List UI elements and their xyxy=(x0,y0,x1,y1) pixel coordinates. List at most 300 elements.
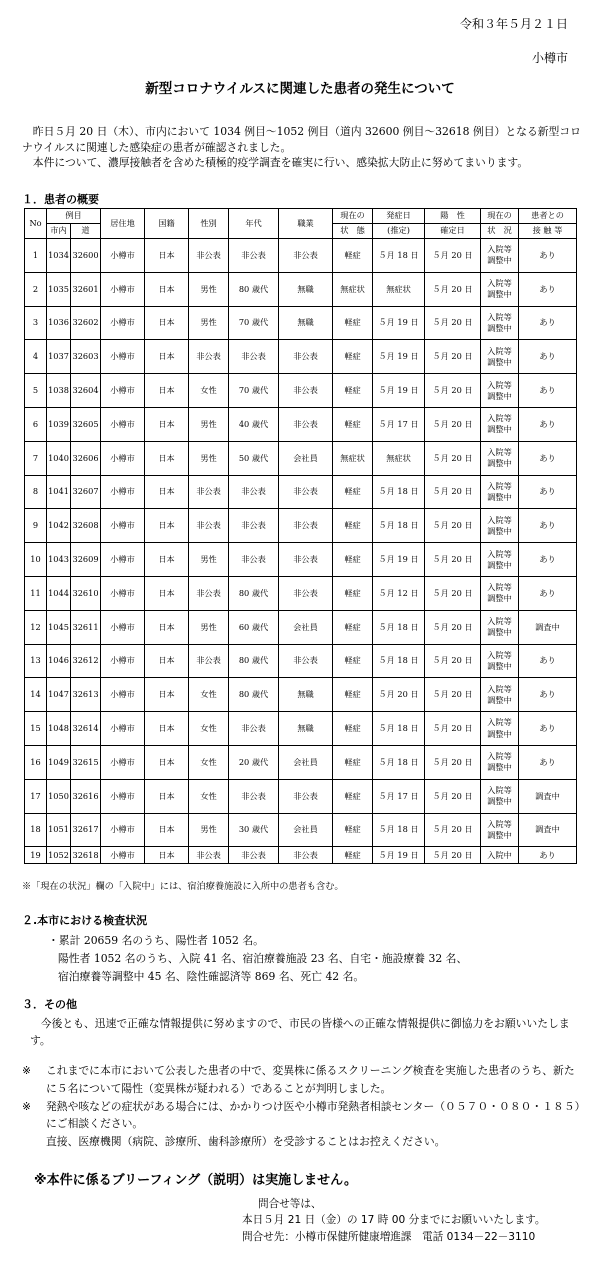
status-line-2: 調整中 xyxy=(487,829,512,840)
current-status xyxy=(481,813,519,847)
status-line-1: 入院等 xyxy=(487,514,512,525)
current-status xyxy=(481,745,519,779)
status-line-2: 調整中 xyxy=(487,322,512,333)
case-city: 1035 xyxy=(47,272,71,306)
current-status xyxy=(481,644,519,678)
occupation: 無職 xyxy=(279,272,333,306)
condition: 軽症 xyxy=(333,239,373,273)
occupation: 非公表 xyxy=(279,543,333,577)
contact-block xyxy=(242,1196,546,1245)
col-condition-1: 現在の xyxy=(333,209,373,224)
sex: 男性 xyxy=(189,543,229,577)
positive-breakdown-line-2: 宿泊療養等調整中 45 名、陰性確認済等 869 名、死亡 42 名。 xyxy=(58,969,365,983)
note-fever-direct: 直接、医療機関（病院、診療所、歯科診療所）を受診することはお控えください。 xyxy=(46,1135,446,1149)
row-no: 6 xyxy=(25,407,47,441)
contact-history: あり xyxy=(519,644,577,678)
onset-date: ５月 12 日 xyxy=(373,576,425,610)
intro-paragraph-1: 昨日５月 20 日（木）、市内において 1034 例目～1052 例目（道内 32600 例目～32618 例目）となる新型コロナウイルスに関連した感染症の患者が確認されました。 xyxy=(22,125,581,154)
occupation: 会社員 xyxy=(279,441,333,475)
current-status-lines xyxy=(481,481,518,503)
document-title: 新型コロナウイルスに関連した患者の発生について xyxy=(145,81,455,97)
occupation: 非公表 xyxy=(279,779,333,813)
residence: 小樽市 xyxy=(101,678,145,712)
sex: 女性 xyxy=(189,712,229,746)
case-city: 1051 xyxy=(47,813,71,847)
residence: 小樽市 xyxy=(101,779,145,813)
case-city: 1043 xyxy=(47,543,71,577)
occupation: 会社員 xyxy=(279,610,333,644)
nationality: 日本 xyxy=(145,543,189,577)
occupation: 非公表 xyxy=(279,239,333,273)
contact-history: あり xyxy=(519,745,577,779)
age: 30 歳代 xyxy=(229,813,279,847)
contact-history: あり xyxy=(519,475,577,509)
status-line-1: 入院等 xyxy=(487,683,512,694)
condition: 軽症 xyxy=(333,306,373,340)
age: 80 歳代 xyxy=(229,576,279,610)
positive-date: ５月 20 日 xyxy=(425,407,481,441)
age: 非公表 xyxy=(229,239,279,273)
case-city: 1046 xyxy=(47,644,71,678)
onset-date: ５月 18 日 xyxy=(373,712,425,746)
case-pref: 32604 xyxy=(71,374,101,408)
section-1-heading: １．患者の概要 xyxy=(22,193,99,206)
case-city: 1038 xyxy=(47,374,71,408)
contact-intro: 問合せ等は、 xyxy=(258,1198,322,1210)
positive-date: ５月 20 日 xyxy=(425,272,481,306)
row-no: 4 xyxy=(25,340,47,374)
nationality: 日本 xyxy=(145,374,189,408)
case-pref: 32600 xyxy=(71,239,101,273)
status-line-1: 入院等 xyxy=(487,582,512,593)
case-city: 1041 xyxy=(47,475,71,509)
note-fever xyxy=(22,1098,582,1151)
condition: 軽症 xyxy=(333,407,373,441)
case-city: 1044 xyxy=(47,576,71,610)
status-line-1: 入院等 xyxy=(487,345,512,356)
onset-date: ５月 19 日 xyxy=(373,847,425,864)
age: 非公表 xyxy=(229,340,279,374)
row-no: 11 xyxy=(25,576,47,610)
status-line-1: 入院等 xyxy=(487,447,512,458)
intro-paragraph-2: 本件について、濃厚接触者を含めた積極的疫学調査を確実に行い、感染拡大防止に努めてまいります。 xyxy=(32,156,529,170)
positive-date: ５月 20 日 xyxy=(425,576,481,610)
case-city: 1045 xyxy=(47,610,71,644)
condition: 軽症 xyxy=(333,678,373,712)
current-status-lines xyxy=(481,717,518,739)
contact-history: 調査中 xyxy=(519,610,577,644)
current-status xyxy=(481,239,519,273)
occupation: 非公表 xyxy=(279,847,333,864)
col-case-pref: 道 xyxy=(71,224,101,239)
status-line-1: 入院等 xyxy=(487,818,512,829)
nationality: 日本 xyxy=(145,576,189,610)
table-row xyxy=(25,712,577,746)
current-status xyxy=(481,340,519,374)
sex: 非公表 xyxy=(189,340,229,374)
sex: 女性 xyxy=(189,745,229,779)
status-line-2: 調整中 xyxy=(487,289,512,300)
case-city: 1037 xyxy=(47,340,71,374)
current-status-lines xyxy=(481,413,518,435)
col-age: 年代 xyxy=(229,209,279,239)
onset-date: ５月 18 日 xyxy=(373,239,425,273)
case-pref: 32611 xyxy=(71,610,101,644)
current-status xyxy=(481,441,519,475)
current-status xyxy=(481,847,519,864)
contact-history: 調査中 xyxy=(519,813,577,847)
condition: 軽症 xyxy=(333,340,373,374)
col-contact-2: 接 触 等 xyxy=(519,224,577,239)
onset-date: ５月 18 日 xyxy=(373,610,425,644)
row-no: 19 xyxy=(25,847,47,864)
case-pref: 32613 xyxy=(71,678,101,712)
case-pref: 32601 xyxy=(71,272,101,306)
positive-date: ５月 20 日 xyxy=(425,509,481,543)
nationality: 日本 xyxy=(145,712,189,746)
briefing-notice: ※本件に係るブリーフィング（説明）は実施しません。 xyxy=(34,1173,357,1188)
case-pref: 32618 xyxy=(71,847,101,864)
contact-history: あり xyxy=(519,239,577,273)
table-row xyxy=(25,272,577,306)
note-fever-text xyxy=(46,1098,582,1151)
condition: 軽症 xyxy=(333,509,373,543)
section-3-text: 今後とも、迅速で正確な情報提供に努めますので、市民の皆様への正確な情報提供に御協力をお願いいたします。 xyxy=(30,1017,570,1047)
contact-office: 問合せ先：小樽市保健所健康増進課 電話 0134－22－3110 xyxy=(242,1230,536,1243)
table-row xyxy=(25,374,577,408)
note-fever-consult: 発熱や咳などの症状がある場合には、かかりつけ医や小樽市発熱者相談センター（０５７０・０８０・１８５）にご相談ください。 xyxy=(46,1099,581,1131)
col-positive-2: 確定日 xyxy=(425,224,481,239)
case-city: 1048 xyxy=(47,712,71,746)
nationality: 日本 xyxy=(145,745,189,779)
current-status-lines xyxy=(481,346,518,368)
age: 非公表 xyxy=(229,847,279,864)
occupation: 非公表 xyxy=(279,340,333,374)
nationality: 日本 xyxy=(145,272,189,306)
contact-history: あり xyxy=(519,678,577,712)
col-no: No xyxy=(25,209,47,239)
status-line-2: 調整中 xyxy=(487,356,512,367)
table-footnote: ※「現在の状況」欄の「入院中」には、宿泊療養施設に入所中の患者も含む。 xyxy=(22,881,344,892)
row-no: 15 xyxy=(25,712,47,746)
intro-text xyxy=(22,124,582,171)
col-onset-2: (推定) xyxy=(373,224,425,239)
status-line-1: 入院等 xyxy=(487,244,512,255)
onset-date: ５月 20 日 xyxy=(373,678,425,712)
age: 40 歳代 xyxy=(229,407,279,441)
age: 50 歳代 xyxy=(229,441,279,475)
current-status xyxy=(481,678,519,712)
occupation: 非公表 xyxy=(279,644,333,678)
note-mark: ※ xyxy=(22,1064,32,1077)
table-row xyxy=(25,441,577,475)
contact-deadline: 本日５月 21 日（金）の 17 時 00 分までにお願いいたします。 xyxy=(242,1214,546,1227)
positive-date: ５月 20 日 xyxy=(425,745,481,779)
row-no: 18 xyxy=(25,813,47,847)
row-no: 1 xyxy=(25,239,47,273)
row-no: 13 xyxy=(25,644,47,678)
case-pref: 32607 xyxy=(71,475,101,509)
condition: 軽症 xyxy=(333,644,373,678)
status-line-2: 調整中 xyxy=(487,458,512,469)
status-line-2: 調整中 xyxy=(487,390,512,401)
residence: 小樽市 xyxy=(101,847,145,864)
current-status-lines xyxy=(481,684,518,706)
case-pref: 32617 xyxy=(71,813,101,847)
residence: 小樽市 xyxy=(101,239,145,273)
occupation: 非公表 xyxy=(279,576,333,610)
nationality: 日本 xyxy=(145,779,189,813)
condition: 軽症 xyxy=(333,813,373,847)
row-no: 16 xyxy=(25,745,47,779)
condition: 軽症 xyxy=(333,847,373,864)
row-no: 10 xyxy=(25,543,47,577)
positive-date: ５月 20 日 xyxy=(425,340,481,374)
row-no: 5 xyxy=(25,374,47,408)
nationality: 日本 xyxy=(145,340,189,374)
age: 非公表 xyxy=(229,543,279,577)
positive-date: ５月 20 日 xyxy=(425,543,481,577)
contact-history: あり xyxy=(519,576,577,610)
nationality: 日本 xyxy=(145,678,189,712)
age: 80 歳代 xyxy=(229,678,279,712)
col-case-city: 市内 xyxy=(47,224,71,239)
col-residence: 居住地 xyxy=(101,209,145,239)
status-line-2: 調整中 xyxy=(487,694,512,705)
case-city: 1036 xyxy=(47,306,71,340)
current-status xyxy=(481,374,519,408)
current-status xyxy=(481,509,519,543)
occupation: 無職 xyxy=(279,306,333,340)
positive-date: ５月 20 日 xyxy=(425,678,481,712)
case-pref: 32605 xyxy=(71,407,101,441)
col-condition-2: 状 態 xyxy=(333,224,373,239)
current-status-lines xyxy=(481,616,518,638)
status-line-1: 入院等 xyxy=(487,717,512,728)
status-line-1: 入院等 xyxy=(487,616,512,627)
section-2-body xyxy=(48,932,467,985)
positive-date: ５月 20 日 xyxy=(425,475,481,509)
nationality: 日本 xyxy=(145,239,189,273)
age: 80 歳代 xyxy=(229,272,279,306)
status-line-1: 入院等 xyxy=(487,278,512,289)
current-status xyxy=(481,576,519,610)
case-pref: 32609 xyxy=(71,543,101,577)
onset-date: ５月 19 日 xyxy=(373,543,425,577)
table-row xyxy=(25,340,577,374)
positive-date: ５月 20 日 xyxy=(425,239,481,273)
sex: 男性 xyxy=(189,407,229,441)
age: 非公表 xyxy=(229,779,279,813)
nationality: 日本 xyxy=(145,847,189,864)
nationality: 日本 xyxy=(145,610,189,644)
status-line-1: 入院等 xyxy=(487,480,512,491)
contact-history: あり xyxy=(519,509,577,543)
row-no: 14 xyxy=(25,678,47,712)
case-city: 1034 xyxy=(47,239,71,273)
positive-date: ５月 20 日 xyxy=(425,847,481,864)
onset-date: ５月 18 日 xyxy=(373,813,425,847)
row-no: 8 xyxy=(25,475,47,509)
age: 非公表 xyxy=(229,712,279,746)
age: 70 歳代 xyxy=(229,374,279,408)
onset-date: ５月 18 日 xyxy=(373,509,425,543)
table-row xyxy=(25,610,577,644)
case-city: 1040 xyxy=(47,441,71,475)
case-pref: 32616 xyxy=(71,779,101,813)
table-row xyxy=(25,779,577,813)
current-status-lines xyxy=(481,785,518,807)
occupation: 会社員 xyxy=(279,813,333,847)
contact-history: あり xyxy=(519,407,577,441)
status-line-2: 調整中 xyxy=(487,424,512,435)
onset-date: 無症状 xyxy=(373,272,425,306)
current-status-lines xyxy=(481,278,518,300)
occupation: 非公表 xyxy=(279,509,333,543)
residence: 小樽市 xyxy=(101,644,145,678)
sex: 男性 xyxy=(189,441,229,475)
status-line-1: 入院等 xyxy=(487,751,512,762)
col-occupation: 職業 xyxy=(279,209,333,239)
positive-date: ５月 20 日 xyxy=(425,306,481,340)
case-pref: 32610 xyxy=(71,576,101,610)
condition: 無症状 xyxy=(333,272,373,306)
case-city: 1050 xyxy=(47,779,71,813)
case-pref: 32606 xyxy=(71,441,101,475)
positive-date: ５月 20 日 xyxy=(425,644,481,678)
positive-breakdown-line-1: 陽性者 1052 名のうち、入院 41 名、宿泊療養施設 23 名、自宅・施設療養 32 名、 xyxy=(58,951,468,965)
current-status-lines xyxy=(481,312,518,334)
case-city: 1042 xyxy=(47,509,71,543)
onset-date: ５月 17 日 xyxy=(373,779,425,813)
contact-history: あり xyxy=(519,441,577,475)
table-row xyxy=(25,847,577,864)
table-row xyxy=(25,644,577,678)
case-pref: 32602 xyxy=(71,306,101,340)
current-status-lines xyxy=(481,650,518,672)
sex: 非公表 xyxy=(189,509,229,543)
contact-history: あり xyxy=(519,340,577,374)
positive-date: ５月 20 日 xyxy=(425,374,481,408)
status-line-2: 調整中 xyxy=(487,593,512,604)
nationality: 日本 xyxy=(145,644,189,678)
patient-table-body xyxy=(25,239,577,864)
status-line-1: 入院等 xyxy=(487,649,512,660)
contact-history: あり xyxy=(519,306,577,340)
onset-date: ５月 17 日 xyxy=(373,407,425,441)
contact-history: あり xyxy=(519,374,577,408)
current-status xyxy=(481,543,519,577)
status-line-1: 入院等 xyxy=(487,311,512,322)
current-status-lines xyxy=(481,549,518,571)
residence: 小樽市 xyxy=(101,712,145,746)
status-line-2: 調整中 xyxy=(487,627,512,638)
nationality: 日本 xyxy=(145,306,189,340)
table-row xyxy=(25,813,577,847)
condition: 無症状 xyxy=(333,441,373,475)
residence: 小樽市 xyxy=(101,374,145,408)
contact-history: あり xyxy=(519,272,577,306)
residence: 小樽市 xyxy=(101,407,145,441)
sex: 男性 xyxy=(189,813,229,847)
status-line-2: 調整中 xyxy=(487,762,512,773)
sex: 非公表 xyxy=(189,475,229,509)
case-city: 1049 xyxy=(47,745,71,779)
current-status-lines xyxy=(481,515,518,537)
age: 70 歳代 xyxy=(229,306,279,340)
onset-date: ５月 18 日 xyxy=(373,644,425,678)
case-pref: 32612 xyxy=(71,644,101,678)
onset-date: 無症状 xyxy=(373,441,425,475)
col-sex: 性別 xyxy=(189,209,229,239)
section-2-heading: ２.本市における検査状況 xyxy=(22,914,148,927)
case-pref: 32608 xyxy=(71,509,101,543)
table-row xyxy=(25,543,577,577)
contact-history: あり xyxy=(519,847,577,864)
current-status xyxy=(481,272,519,306)
condition: 軽症 xyxy=(333,543,373,577)
contact-history: 調査中 xyxy=(519,779,577,813)
table-row xyxy=(25,475,577,509)
positive-date: ５月 20 日 xyxy=(425,813,481,847)
col-onset-1: 発症日 xyxy=(373,209,425,224)
positive-date: ５月 20 日 xyxy=(425,712,481,746)
table-row xyxy=(25,509,577,543)
sex: 非公表 xyxy=(189,576,229,610)
condition: 軽症 xyxy=(333,576,373,610)
status-line-2: 調整中 xyxy=(487,491,512,502)
residence: 小樽市 xyxy=(101,745,145,779)
row-no: 17 xyxy=(25,779,47,813)
case-city: 1039 xyxy=(47,407,71,441)
table-row xyxy=(25,576,577,610)
patient-table xyxy=(24,208,577,864)
current-status-lines xyxy=(481,819,518,841)
sex: 女性 xyxy=(189,374,229,408)
current-status-lines xyxy=(481,380,518,402)
row-no: 2 xyxy=(25,272,47,306)
residence: 小樽市 xyxy=(101,576,145,610)
sex: 非公表 xyxy=(189,644,229,678)
condition: 軽症 xyxy=(333,475,373,509)
case-pref: 32614 xyxy=(71,712,101,746)
onset-date: ５月 19 日 xyxy=(373,374,425,408)
sex: 男性 xyxy=(189,272,229,306)
status-line-1: 入院等 xyxy=(487,413,512,424)
table-row xyxy=(25,407,577,441)
status-line-2: 調整中 xyxy=(487,796,512,807)
status-line-2: 調整中 xyxy=(487,728,512,739)
contact-history: あり xyxy=(519,543,577,577)
status-line-2: 調整中 xyxy=(487,559,512,570)
sex: 男性 xyxy=(189,610,229,644)
document-date: 令和３年５月２１日 xyxy=(459,17,568,31)
sex: 非公表 xyxy=(189,847,229,864)
row-no: 12 xyxy=(25,610,47,644)
case-pref: 32603 xyxy=(71,340,101,374)
positive-date: ５月 20 日 xyxy=(425,610,481,644)
current-status xyxy=(481,779,519,813)
residence: 小樽市 xyxy=(101,272,145,306)
residence: 小樽市 xyxy=(101,306,145,340)
current-status-lines xyxy=(481,751,518,773)
col-nationality: 国籍 xyxy=(145,209,189,239)
residence: 小樽市 xyxy=(101,475,145,509)
test-total-line: ・累計 20659 名のうち、陽性者 1052 名。 xyxy=(48,934,264,947)
current-status-lines xyxy=(481,244,518,266)
sex: 女性 xyxy=(189,678,229,712)
current-status xyxy=(481,475,519,509)
